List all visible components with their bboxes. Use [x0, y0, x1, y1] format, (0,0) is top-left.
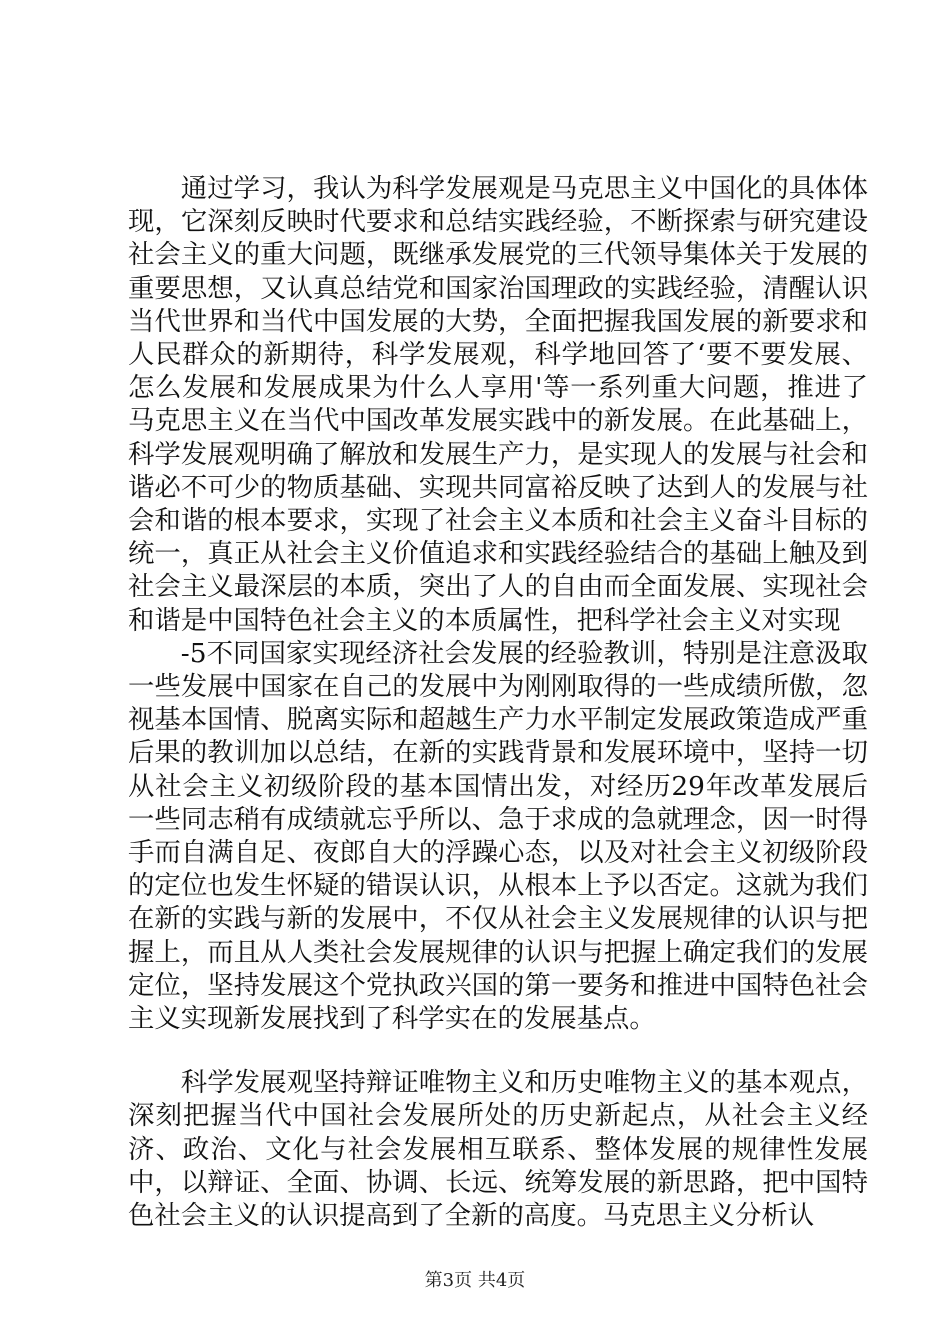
page-number-footer: 第3页 共4页 — [424, 1270, 526, 1291]
paragraph-3: 科学发展观坚持辩证唯物主义和历史唯物主义的基本观点，深刻把握当代中国社会发展所处的历史新起点，从社会主义经济、政治、文化与社会发展相互联系、整体发展的规律性发展中，以辩证、全面、协调、长远、统筹发展的新思路，把中国特色社会主义的认识提高到了全新的高度。马克思主义分析认 — [128, 1067, 868, 1232]
paragraph-2: -5不同国家实现经济社会发展的经验教训，特别是注意汲取一些发展中国家在自己的发展中为刚刚取得的一些成绩所傲，忽视基本国情、脱离实际和超越生产力水平制定发展政策造成严重后果的教训加以总结，在新的实践背景和发展环境中，坚持一切从社会主义初级阶段的基本国情出发，对经历29年改革发展后一些同志稍有成绩就忘乎所以、急于求成的急就理念，因一时得手而自满自足、夜郎自大的浮躁心态，以及对社会主义初级阶段的定位也发生怀疑的错误认识，从根本上予以否定。这就为我们在新的实践与新的发展中，不仅从社会主义发展规律的认识与把握上，而且从人类社会发展规律的认识与把握上确定我们的发展定位，坚持发展这个党执政兴国的第一要务和推进中国特色社会主义实现新发展找到了科学实在的发展基点。 — [128, 637, 868, 1035]
paragraph-1: 通过学习，我认为科学发展观是马克思主义中国化的具体体现，它深刻反映时代要求和总结实践经验，不断探索与研究建设社会主义的重大问题，既继承发展党的三代领导集体关于发展的重要思想，又认真总结党和国家治国理政的实践经验，清醒认识当代世界和当代中国发展的大势，全面把握我国发展的新要求和人民群众的新期待，科学发展观，科学地回答了‘要不要发展、怎么发展和发展成果为什么人享用'等一系列重大问题，推进了马克思主义在当代中国改革发展实践中的新发展。在此基础上，科学发展观明确了解放和发展生产力，是实现人的发展与社会和谐必不可少的物质基础、实现共同富裕反映了达到人的发展与社会和谐的根本要求，实现了社会主义本质和社会主义奋斗目标的统一，真正从社会主义价值追求和实践经验结合的基础上触及到社会主义最深层的本质，突出了人的自由而全面发展、实现社会和谐是中国特色社会主义的本质属性，把科学社会主义对实现 — [128, 173, 868, 636]
document-body — [128, 172, 868, 1232]
